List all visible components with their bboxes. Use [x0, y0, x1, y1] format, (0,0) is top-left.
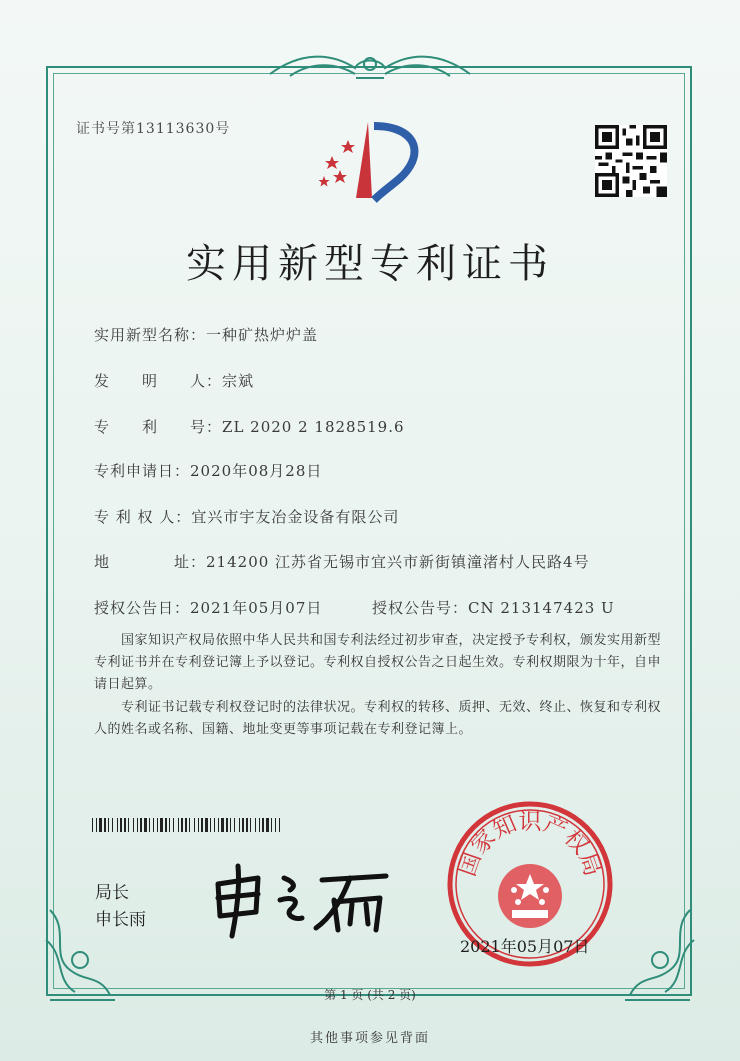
- utility-model-name-label: 实用新型名称：: [94, 326, 207, 344]
- barcode-icon: [92, 818, 282, 832]
- director-name: 申长雨: [95, 910, 146, 930]
- address-value: 214200 江苏省无锡市宜兴市新街镇潼渚村人民路4号: [206, 553, 590, 571]
- inventor-value: 宗斌: [222, 372, 255, 390]
- certificate-title: 实用新型专利证书: [186, 241, 554, 287]
- national-emblem-icon: [498, 864, 562, 928]
- utility-model-name-row: [94, 324, 318, 345]
- address-row: [94, 551, 590, 572]
- utility-model-name-value: 一种矿热炉炉盖: [206, 326, 319, 344]
- certificate-number: 证书号第13113630号: [76, 121, 231, 137]
- director-title: 局长: [95, 883, 129, 903]
- grant-statement-paragraph: 国家知识产权局依照中华人民共和国专利法经过初步审查，决定授予专利权，颁发实用新型专利证书并在专利登记簿上予以登记。专利权自授权公告之日起生效。专利权期限为十年，自申请日起算。: [94, 633, 662, 692]
- seal-text: 国家知识产权局: [454, 809, 606, 880]
- patent-number-label: 专 利 号：: [94, 418, 223, 436]
- filing-date-value: 2020年08月28日: [190, 462, 323, 480]
- grant-number-label: 授权公告号：: [372, 599, 469, 617]
- legal-status-paragraph: 专利证书记载专利权登记时的法律状况。专利权的转移、质押、无效、终止、恢复和专利权人的姓名或名称、国籍、地址变更等事项记载在专利登记簿上。: [94, 700, 662, 737]
- filing-date-label: 专利申请日：: [94, 462, 191, 480]
- patentee-value: 宜兴市宇友冶金设备有限公司: [191, 508, 400, 526]
- patentee-label: 专 利 权 人：: [94, 508, 192, 526]
- patentee-row: [94, 506, 399, 527]
- cnipa-logo-icon: [310, 118, 430, 208]
- grant-date-value: 2021年05月07日: [190, 599, 323, 617]
- patent-number-row: [94, 416, 405, 437]
- grant-date-label: 授权公告日：: [94, 599, 191, 617]
- patent-number-value: ZL 2020 2 1828519.6: [222, 418, 405, 436]
- footer-note: 其他事项参见背面: [309, 1031, 430, 1046]
- grant-number-value: CN 213147423 U: [468, 599, 615, 617]
- top-ornament: [260, 48, 480, 84]
- inventor-label: 发 明 人：: [94, 372, 223, 390]
- seal-date: 2021年05月07日: [460, 937, 590, 956]
- filing-date-row: [94, 460, 322, 481]
- address-label: 地 址：: [94, 553, 207, 571]
- grant-number-row: [372, 597, 615, 618]
- grant-date-row: [94, 597, 322, 618]
- qr-code-icon: [595, 125, 667, 197]
- page-number: 第 1 页 (共 2 页): [324, 988, 416, 1002]
- inventor-row: [94, 370, 254, 391]
- director-signature: [210, 860, 400, 940]
